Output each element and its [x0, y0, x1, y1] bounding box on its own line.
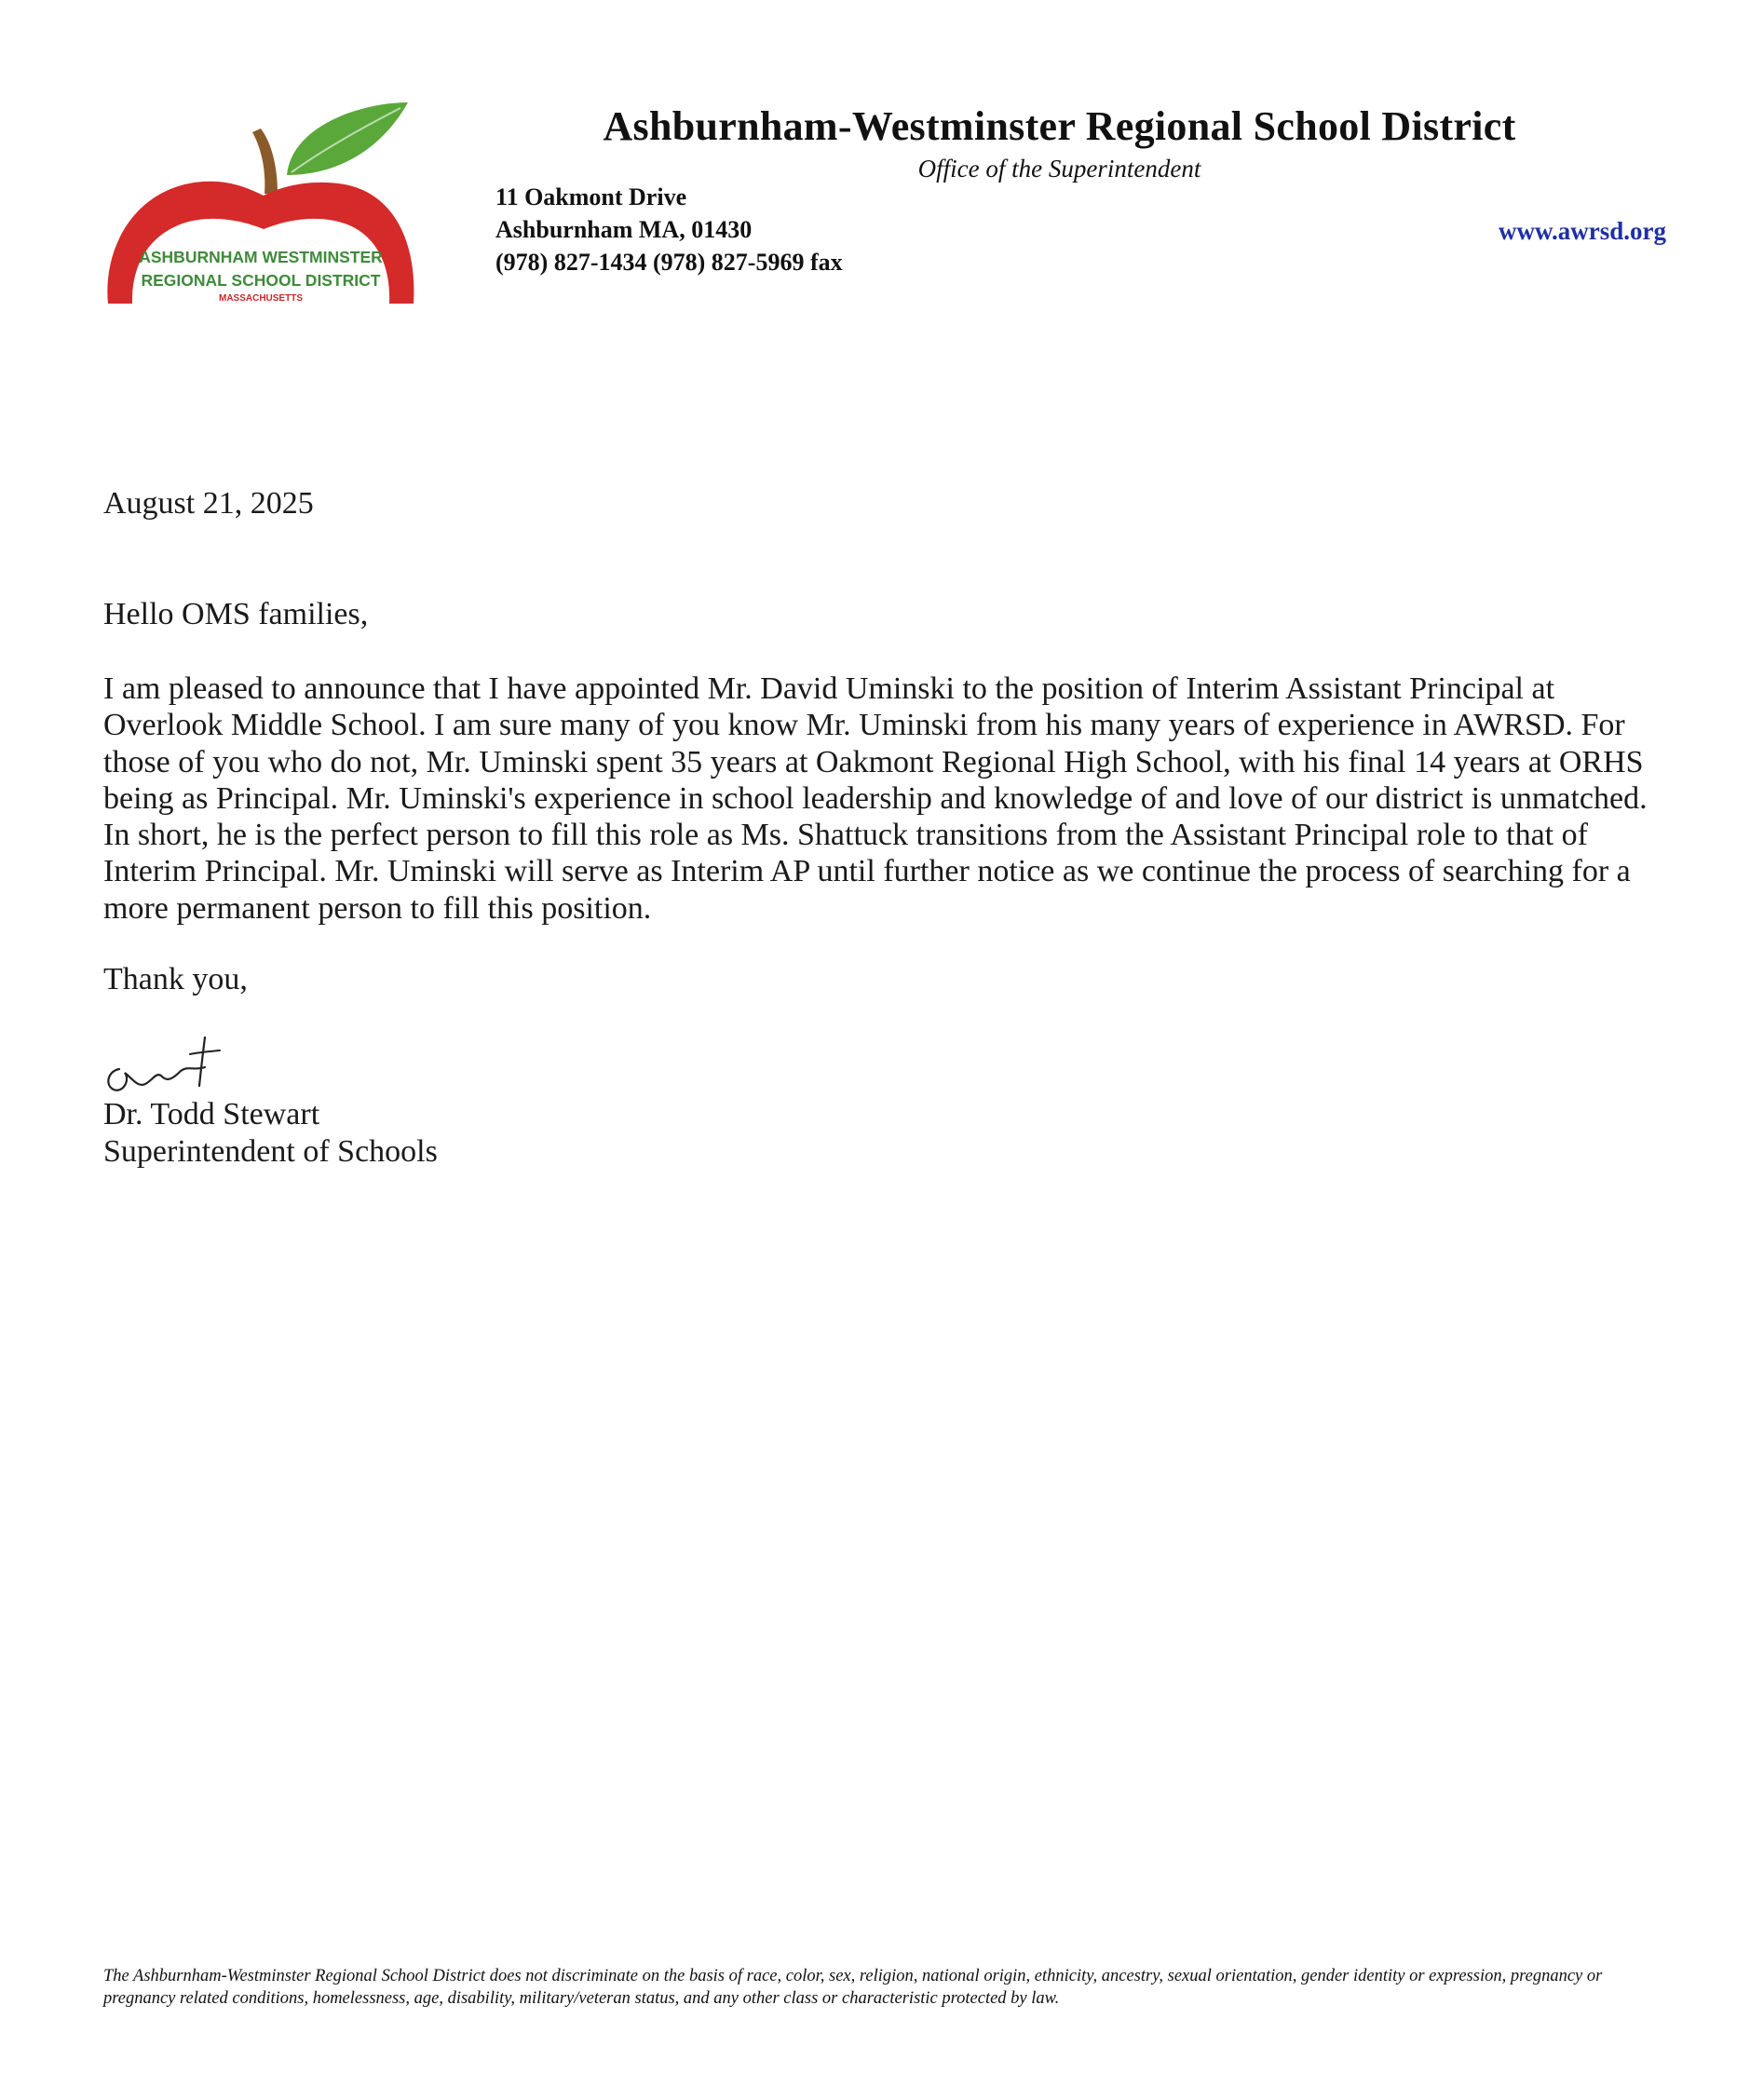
signer-name: Dr. Todd Stewart: [103, 1097, 320, 1131]
website-link[interactable]: www.awrsd.org: [1499, 217, 1666, 245]
non-discrimination-footer: The Ashburnham-Westminster Regional School District does not discriminate on the basis of race, color, sex, religion, national origin, ethnicity, ancestry, sexual orientation, gender identity or expression, pregnancy or pregnancy related conditions, homelessness, age, disability, military/veteran status, and any other class or characteristic protected by law.: [103, 1967, 1603, 2008]
signer-title: Superintendent of Schools: [103, 1134, 438, 1169]
address-city: Ashburnham MA, 01430: [495, 216, 753, 243]
address-block: [495, 181, 843, 278]
apple-stem: [252, 129, 278, 194]
logo-line1: ASHBURNHAM WESTMINSTER: [139, 248, 383, 266]
address-street: 11 Oakmont Drive: [495, 183, 687, 210]
district-name: Ashburnham-Westminster Regional School District: [603, 103, 1516, 149]
letter-body: I am pleased to announce that I have appointed Mr. David Uminski to the position of Interim Assistant Principal at Overlook Middle School. I am sure many of you know Mr. Uminski from his many years of experience in AWRSD. For those of you who do not, Mr. Uminski spent 35 years at Oakmont Regional High School, with his final 14 years at ORHS being as Principal. Mr. Uminski's experience in school leadership and knowledge of and love of our district is unmatched. In short, he is the perfect person to fill this role as Ms. Shattuck transitions from the Assistant Principal role to that of Interim Principal. Mr. Uminski will serve as Interim AP until further notice as we continue the process of searching for a more permanent person to fill this position.: [103, 671, 1648, 926]
office-subtitle: Office of the Superintendent: [917, 155, 1201, 183]
logo-line3: MASSACHUSETTS: [218, 293, 304, 304]
phone-fax: (978) 827-1434 (978) 827-5969 fax: [495, 249, 843, 276]
district-logo: [101, 93, 419, 313]
closing: Thank you,: [103, 962, 248, 996]
signer-block: [103, 1096, 438, 1171]
salutation: Hello OMS families,: [103, 597, 369, 631]
handwritten-signature: [101, 1034, 231, 1101]
logo-line2: REGIONAL SCHOOL DISTRICT: [141, 271, 381, 290]
letter-date: August 21, 2025: [103, 486, 314, 521]
